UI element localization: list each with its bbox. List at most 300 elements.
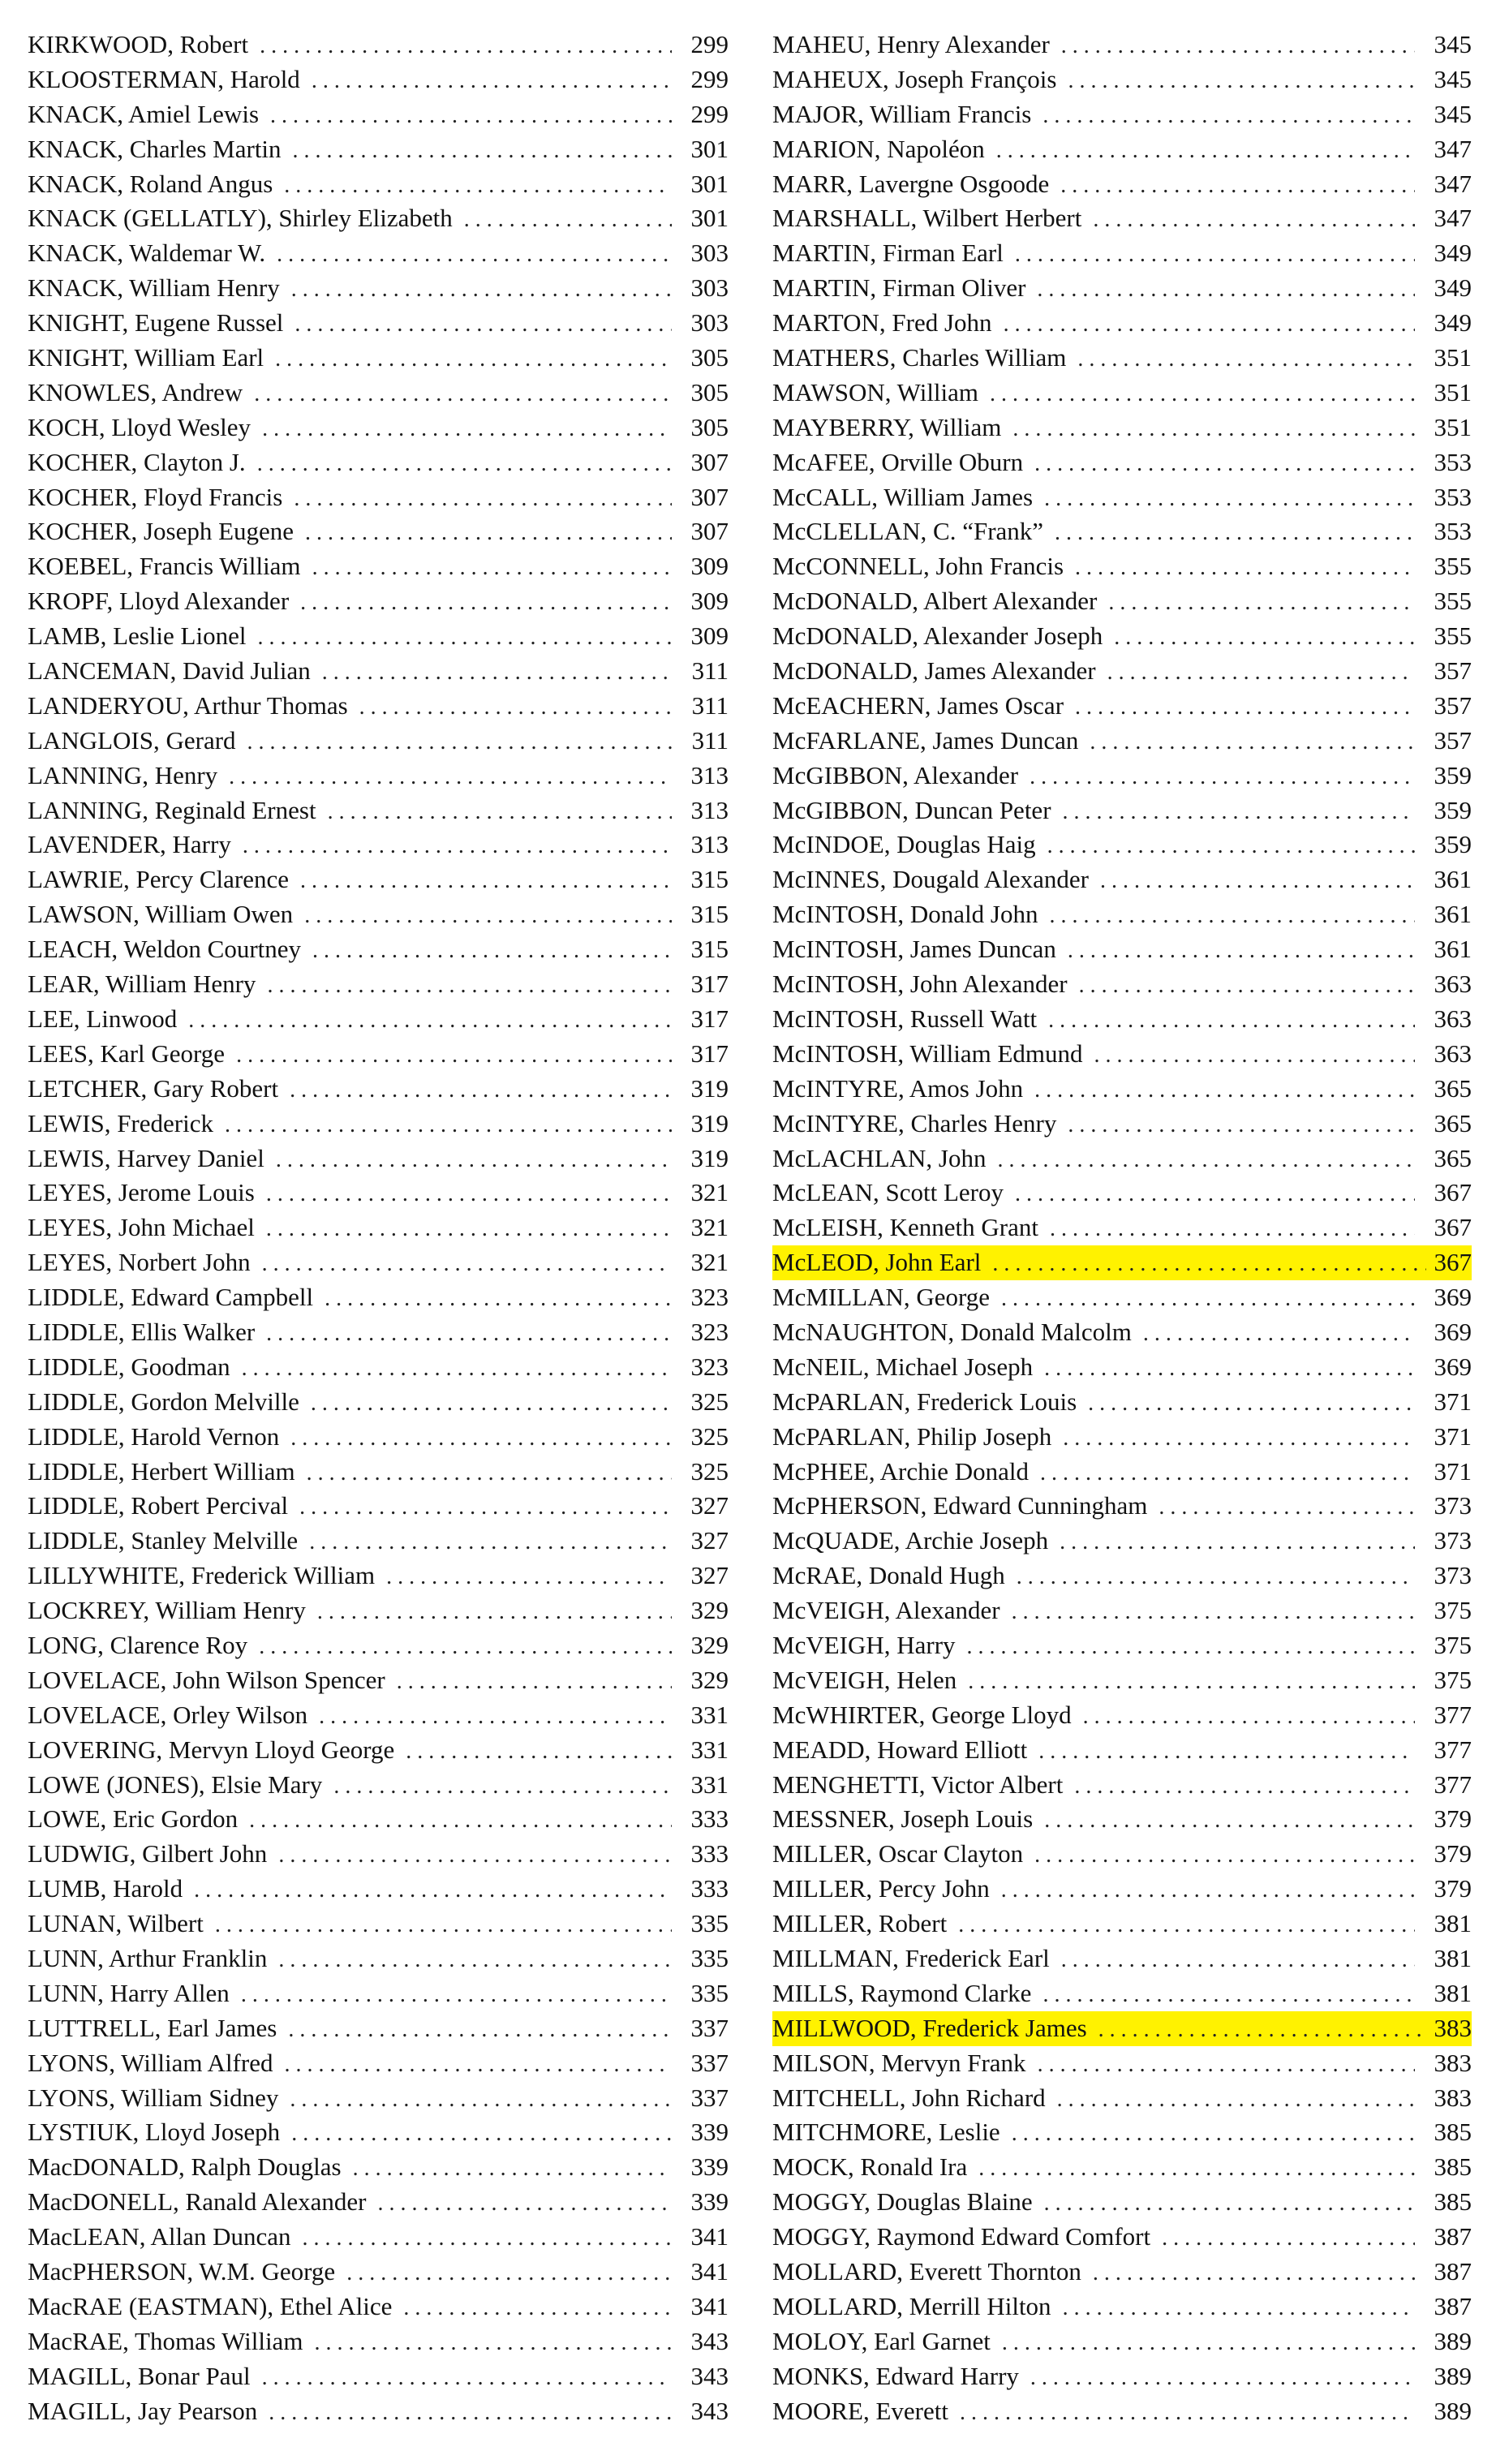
entry-name: LEAR, William Henry xyxy=(28,970,256,999)
entry-name: MacDONALD, Ralph Douglas xyxy=(28,2152,342,2182)
index-entry xyxy=(28,862,729,897)
dot-leader xyxy=(307,1455,672,1490)
entry-name: McWHIRTER, George Lloyd xyxy=(772,1700,1072,1729)
entry-page-number: 379 xyxy=(1434,1874,1472,1903)
entry-name: MENGHETTI, Victor Albert xyxy=(772,1770,1064,1799)
entry-page-number: 307 xyxy=(690,517,729,546)
entry-page-number: 353 xyxy=(1434,482,1472,511)
entry-page-number: 361 xyxy=(1434,865,1472,894)
entry-page-number: 341 xyxy=(690,2222,729,2251)
index-entry xyxy=(772,1524,1472,1559)
dot-leader xyxy=(992,1245,1426,1280)
entry-page-number: 335 xyxy=(690,1978,729,2007)
index-entry xyxy=(28,1280,729,1315)
index-entry xyxy=(28,480,729,515)
dot-leader xyxy=(277,236,672,271)
dot-leader xyxy=(266,1176,672,1210)
entry-name: McPHEE, Archie Donald xyxy=(772,1456,1029,1486)
index-entry xyxy=(772,1733,1472,1768)
dot-leader xyxy=(1030,759,1415,793)
entry-name: KNACK, William Henry xyxy=(28,273,280,303)
dot-leader xyxy=(960,2394,1415,2429)
index-entry xyxy=(772,1420,1472,1455)
index-entry xyxy=(772,1802,1472,1837)
entry-page-number: 305 xyxy=(690,412,729,441)
entry-page-number: 363 xyxy=(1434,1004,1472,1033)
dot-leader xyxy=(249,1802,672,1837)
index-entry xyxy=(28,376,729,411)
entry-page-number: 359 xyxy=(1434,760,1472,789)
index-entry xyxy=(28,167,729,202)
entry-name: LUNAN, Wilbert xyxy=(28,1909,204,1938)
entry-page-number: 321 xyxy=(690,1248,729,1277)
entry-page-number: 353 xyxy=(1434,447,1472,476)
entry-page-number: 327 xyxy=(690,1526,729,1555)
index-entry xyxy=(772,654,1472,689)
index-entry xyxy=(28,759,729,793)
entry-page-number: 351 xyxy=(1434,412,1472,441)
index-entry xyxy=(28,619,729,654)
entry-name: MITCHELL, John Richard xyxy=(772,2083,1046,2112)
index-entry xyxy=(28,724,729,759)
index-entry xyxy=(772,1107,1472,1142)
index-entry xyxy=(772,1976,1472,2011)
entry-page-number: 377 xyxy=(1434,1700,1472,1729)
dot-leader xyxy=(1047,828,1415,862)
entry-name: MAWSON, William xyxy=(772,377,979,406)
entry-page-number: 367 xyxy=(1434,1178,1472,1207)
entry-page-number: 325 xyxy=(690,1421,729,1451)
dot-leader xyxy=(319,1698,672,1733)
entry-name: KROPF, Lloyd Alexander xyxy=(28,587,290,616)
entry-name: MAHEU, Henry Alexander xyxy=(772,30,1050,58)
index-entry xyxy=(28,2290,729,2324)
index-entry xyxy=(772,132,1472,167)
index-entry xyxy=(28,306,729,341)
index-entry xyxy=(772,2046,1472,2081)
entry-page-number: 365 xyxy=(1434,1108,1472,1137)
entry-page-number: 363 xyxy=(1434,1038,1472,1068)
entry-page-number: 345 xyxy=(1434,64,1472,93)
dot-leader xyxy=(290,1420,672,1455)
entry-name: McLEISH, Kenneth Grant xyxy=(772,1213,1038,1242)
dot-leader xyxy=(1017,1559,1415,1593)
entry-name: LIDDLE, Robert Percival xyxy=(28,1491,289,1520)
entry-name: MacRAE (EASTMAN), Ethel Alice xyxy=(28,2291,393,2320)
entry-page-number: 317 xyxy=(690,1038,729,1068)
index-entry xyxy=(772,1837,1472,1872)
index-entry xyxy=(28,1210,729,1245)
dot-leader xyxy=(1094,1037,1415,1072)
entry-name: MAYBERRY, William xyxy=(772,412,1002,441)
entry-page-number: 369 xyxy=(1434,1283,1472,1312)
entry-page-number: 379 xyxy=(1434,1839,1472,1868)
entry-name: MARR, Lavergne Osgoode xyxy=(772,169,1050,198)
dot-leader xyxy=(1060,1524,1415,1559)
index-entry xyxy=(28,1802,729,1837)
entry-name: LUDWIG, Gilbert John xyxy=(28,1839,268,1868)
dot-leader xyxy=(1034,445,1415,480)
dot-leader xyxy=(304,897,672,932)
entry-name: LIDDLE, Ellis Walker xyxy=(28,1317,256,1346)
index-entry xyxy=(28,1559,729,1593)
entry-name: LUTTRELL, Earl James xyxy=(28,2013,277,2042)
dot-leader xyxy=(215,1907,672,1942)
entry-name: McVEIGH, Harry xyxy=(772,1630,956,1659)
entry-name: MARION, Napoléon xyxy=(772,134,985,163)
entry-page-number: 369 xyxy=(1434,1352,1472,1381)
entry-page-number: 383 xyxy=(1434,2048,1472,2077)
dot-leader xyxy=(403,2290,672,2324)
dot-leader xyxy=(1077,341,1415,376)
entry-name: McDONALD, Alexander Joseph xyxy=(772,621,1103,651)
index-entry xyxy=(772,2220,1472,2255)
entry-page-number: 325 xyxy=(690,1387,729,1416)
dot-leader xyxy=(247,724,672,759)
entry-name: MacLEAN, Allan Duncan xyxy=(28,2222,291,2251)
entry-name: McRAE, Donald Hugh xyxy=(772,1561,1005,1590)
entry-name: MILLER, Percy John xyxy=(772,1874,990,1903)
dot-leader xyxy=(346,2255,672,2290)
entry-name: LIDDLE, Edward Campbell xyxy=(28,1283,314,1312)
index-entry xyxy=(28,1907,729,1942)
entry-page-number: 375 xyxy=(1434,1596,1472,1625)
entry-name: LIDDLE, Herbert William xyxy=(28,1456,295,1486)
dot-leader xyxy=(1012,2115,1415,2150)
entry-name: McINNES, Dougald Alexander xyxy=(772,865,1089,894)
entry-name: LETCHER, Gary Robert xyxy=(28,1073,279,1103)
entry-name: KNACK, Waldemar W. xyxy=(28,239,266,268)
entry-name: KNACK, Amiel Lewis xyxy=(28,99,260,128)
index-entry xyxy=(772,2290,1472,2324)
entry-page-number: 309 xyxy=(690,587,729,616)
entry-name: MILLER, Oscar Clayton xyxy=(772,1839,1024,1868)
entry-page-number: 367 xyxy=(1434,1213,1472,1242)
dot-leader xyxy=(290,2081,672,2116)
index-entry xyxy=(28,2046,729,2081)
entry-page-number: 363 xyxy=(1434,970,1472,999)
entry-page-number: 387 xyxy=(1434,2291,1472,2320)
entry-page-number: 327 xyxy=(690,1561,729,1590)
entry-name: MOLLARD, Everett Thornton xyxy=(772,2257,1081,2286)
index-entry xyxy=(28,2359,729,2394)
entry-page-number: 345 xyxy=(1434,30,1472,58)
index-entry xyxy=(772,1559,1472,1593)
entry-name: LAMB, Leslie Lionel xyxy=(28,621,247,651)
dot-leader xyxy=(254,376,672,411)
index-entry xyxy=(28,1593,729,1628)
index-entry xyxy=(772,1698,1472,1733)
index-entry xyxy=(772,236,1472,271)
entry-page-number: 349 xyxy=(1434,273,1472,303)
index-entry xyxy=(28,967,729,1002)
index-entry xyxy=(28,28,729,62)
entry-page-number: 303 xyxy=(690,273,729,303)
entry-name: MARTON, Fred John xyxy=(772,308,992,338)
index-entry xyxy=(772,1942,1472,1976)
dot-leader xyxy=(317,1593,672,1628)
index-entry xyxy=(28,1072,729,1107)
entry-page-number: 357 xyxy=(1434,725,1472,755)
entry-name: LEES, Karl George xyxy=(28,1038,226,1068)
dot-leader xyxy=(257,445,672,480)
entry-name: McPHERSON, Edward Cunningham xyxy=(772,1491,1148,1520)
index-entry xyxy=(772,793,1472,828)
dot-leader xyxy=(1100,862,1415,897)
entry-name: LOVERING, Mervyn Lloyd George xyxy=(28,1735,395,1764)
dot-leader xyxy=(958,1907,1415,1942)
index-entry xyxy=(28,689,729,724)
entry-page-number: 311 xyxy=(691,656,729,686)
entry-page-number: 385 xyxy=(1434,2152,1472,2182)
dot-leader xyxy=(294,306,672,341)
dot-leader xyxy=(1001,1872,1415,1907)
dot-leader xyxy=(259,1628,672,1663)
index-entry xyxy=(772,2081,1472,2116)
index-entry xyxy=(28,1733,729,1768)
dot-leader xyxy=(236,1037,672,1072)
entry-name: MARSHALL, Wilbert Herbert xyxy=(772,204,1082,233)
dot-leader xyxy=(1034,1837,1415,1872)
dot-leader xyxy=(194,1872,672,1907)
entry-name: KOCHER, Clayton J. xyxy=(28,447,246,476)
index-entry xyxy=(772,376,1472,411)
index-entry xyxy=(28,445,729,480)
index-entry xyxy=(28,201,729,236)
entry-page-number: 341 xyxy=(690,2257,729,2286)
dot-leader xyxy=(322,654,672,689)
dot-leader xyxy=(1004,306,1415,341)
entry-page-number: 337 xyxy=(690,2048,729,2077)
dot-leader xyxy=(1143,1315,1415,1350)
entry-page-number: 349 xyxy=(1434,308,1472,338)
index-entry xyxy=(28,1768,729,1803)
entry-name: LIDDLE, Gordon Melville xyxy=(28,1387,299,1416)
entry-page-number: 379 xyxy=(1434,1804,1472,1834)
dot-leader xyxy=(242,1350,672,1385)
dot-leader xyxy=(1030,2359,1415,2394)
index-entry xyxy=(772,584,1472,619)
dot-leader xyxy=(262,1245,672,1280)
dot-leader xyxy=(397,1663,672,1698)
index-entry xyxy=(28,793,729,828)
dot-leader xyxy=(299,1489,672,1524)
index-entry xyxy=(772,897,1472,932)
entry-page-number: 315 xyxy=(690,900,729,929)
entry-name: KOCHER, Floyd Francis xyxy=(28,482,283,511)
entry-page-number: 323 xyxy=(690,1283,729,1312)
entry-name: MEADD, Howard Elliott xyxy=(772,1735,1028,1764)
dot-leader xyxy=(293,132,672,167)
dot-leader xyxy=(229,759,672,793)
index-entry xyxy=(28,271,729,306)
dot-leader xyxy=(1063,793,1415,828)
entry-name: KOEBEL, Francis William xyxy=(28,552,301,581)
entry-page-number: 329 xyxy=(690,1665,729,1694)
entry-page-number: 331 xyxy=(690,1735,729,1764)
dot-leader xyxy=(1044,1350,1415,1385)
index-column-left xyxy=(28,28,729,2428)
entry-page-number: 383 xyxy=(1434,2083,1472,2112)
dot-leader xyxy=(1055,514,1415,549)
dot-leader xyxy=(1061,1942,1415,1976)
index-entry xyxy=(28,1976,729,2011)
entry-name: LANNING, Henry xyxy=(28,760,218,789)
entry-page-number: 377 xyxy=(1434,1735,1472,1764)
index-entry xyxy=(28,97,729,132)
entry-name: LYONS, William Sidney xyxy=(28,2083,279,2112)
entry-page-number: 349 xyxy=(1434,239,1472,268)
entry-page-number: 385 xyxy=(1434,2118,1472,2147)
entry-name: MOCK, Ronald Ira xyxy=(772,2152,968,2182)
dot-leader xyxy=(1038,2046,1415,2081)
dot-leader xyxy=(1063,2290,1415,2324)
entry-page-number: 333 xyxy=(690,1804,729,1834)
entry-name: McCLELLAN, C. “Frank” xyxy=(772,517,1044,546)
entry-page-number: 367 xyxy=(1426,1245,1472,1280)
entry-page-number: 371 xyxy=(1434,1456,1472,1486)
entry-name: MILLMAN, Frederick Earl xyxy=(772,1943,1050,1972)
entry-name: McINTOSH, Donald John xyxy=(772,900,1038,929)
dot-leader xyxy=(262,411,672,445)
index-entry xyxy=(772,480,1472,515)
entry-page-number: 341 xyxy=(690,2291,729,2320)
entry-name: McNEIL, Michael Joseph xyxy=(772,1352,1034,1381)
entry-page-number: 357 xyxy=(1434,690,1472,720)
index-entry xyxy=(28,2220,729,2255)
entry-page-number: 321 xyxy=(690,1178,729,1207)
index-entry xyxy=(28,1315,729,1350)
dot-leader xyxy=(1038,1733,1415,1768)
index-entry xyxy=(28,1663,729,1698)
index-entry xyxy=(772,759,1472,793)
dot-leader xyxy=(309,1524,672,1559)
entry-page-number: 355 xyxy=(1434,621,1472,651)
dot-leader xyxy=(1042,1976,1415,2011)
entry-page-number: 373 xyxy=(1434,1561,1472,1590)
index-entry xyxy=(772,201,1472,236)
entry-name: LEE, Linwood xyxy=(28,1004,178,1033)
dot-leader xyxy=(1159,1489,1415,1524)
dot-leader xyxy=(266,1315,672,1350)
entry-name: MATHERS, Charles William xyxy=(772,343,1067,372)
index-entry xyxy=(772,828,1472,862)
entry-page-number: 339 xyxy=(690,2187,729,2217)
index-entry xyxy=(772,1142,1472,1176)
entry-page-number: 323 xyxy=(690,1352,729,1381)
dot-leader xyxy=(269,2394,672,2429)
dot-leader xyxy=(243,828,672,862)
entry-name: MAJOR, William Francis xyxy=(772,99,1032,128)
index-entry xyxy=(28,341,729,376)
dot-leader xyxy=(1107,654,1415,689)
entry-name: KLOOSTERMAN, Harold xyxy=(28,64,300,93)
dot-leader xyxy=(1079,967,1415,1002)
entry-page-number: 383 xyxy=(1426,2011,1472,2046)
dot-leader xyxy=(996,132,1415,167)
dot-leader xyxy=(305,514,672,549)
entry-name: LIDDLE, Goodman xyxy=(28,1352,230,1381)
index-entry xyxy=(28,1489,729,1524)
entry-name: MacDONELL, Ranald Alexander xyxy=(28,2187,367,2217)
entry-page-number: 309 xyxy=(690,552,729,581)
dot-leader xyxy=(284,2046,672,2081)
index-entry xyxy=(28,2081,729,2116)
entry-name: LAWRIE, Percy Clarence xyxy=(28,865,290,894)
index-entry xyxy=(772,1210,1472,1245)
dot-leader xyxy=(1015,1176,1415,1210)
index-entry xyxy=(28,1698,729,1733)
entry-name: KNACK, Charles Martin xyxy=(28,134,282,163)
entry-page-number: 343 xyxy=(690,2361,729,2390)
entry-page-number: 389 xyxy=(1434,2326,1472,2355)
dot-leader xyxy=(1044,2185,1415,2220)
index-entry xyxy=(28,549,729,584)
dot-leader xyxy=(328,793,672,828)
index-entry xyxy=(28,1455,729,1490)
entry-name: MOGGY, Douglas Blaine xyxy=(772,2187,1033,2217)
entry-name: McGIBBON, Alexander xyxy=(772,760,1019,789)
entry-name: LUMB, Harold xyxy=(28,1874,183,1903)
entry-page-number: 299 xyxy=(690,99,729,128)
dot-leader xyxy=(278,1942,672,1976)
dot-leader xyxy=(1090,724,1415,759)
entry-name: LUNN, Harry Allen xyxy=(28,1978,230,2007)
entry-page-number: 377 xyxy=(1434,1770,1472,1799)
dot-leader xyxy=(311,1385,672,1420)
entry-name: LEWIS, Harvey Daniel xyxy=(28,1143,264,1172)
index-entry xyxy=(28,411,729,445)
entry-name: LAWSON, William Owen xyxy=(28,900,294,929)
index-entry xyxy=(772,1455,1472,1490)
entry-name: LYONS, William Alfred xyxy=(28,2048,273,2077)
dot-leader xyxy=(1093,201,1415,236)
index-entry xyxy=(772,1628,1472,1663)
entry-name: McINTOSH, James Duncan xyxy=(772,935,1056,964)
dot-leader xyxy=(1001,1280,1415,1315)
dot-leader xyxy=(314,2324,672,2359)
entry-name: LEYES, Jerome Louis xyxy=(28,1178,255,1207)
entry-name: MacPHERSON, W.M. George xyxy=(28,2257,336,2286)
dot-leader xyxy=(300,584,672,619)
entry-name: MARTIN, Firman Oliver xyxy=(772,273,1026,303)
dot-leader xyxy=(968,1663,1415,1698)
index-entry xyxy=(772,2255,1472,2290)
entry-name: McLACHLAN, John xyxy=(772,1143,987,1172)
entry-name: KNACK (GELLATLY), Shirley Elizabeth xyxy=(28,204,453,233)
dot-leader xyxy=(257,619,672,654)
entry-name: LAVENDER, Harry xyxy=(28,830,231,859)
entry-page-number: 311 xyxy=(691,725,729,755)
dot-leader xyxy=(1050,1210,1415,1245)
entry-page-number: 365 xyxy=(1434,1143,1472,1172)
dot-leader xyxy=(1075,549,1415,584)
index-entry xyxy=(28,2394,729,2429)
entry-name: McINTYRE, Amos John xyxy=(772,1073,1024,1103)
dot-leader xyxy=(312,549,672,584)
entry-page-number: 355 xyxy=(1434,552,1472,581)
dot-leader xyxy=(1002,2324,1415,2359)
entry-page-number: 315 xyxy=(690,935,729,964)
entry-name: KNOWLES, Andrew xyxy=(28,377,243,406)
index-entry xyxy=(28,1385,729,1420)
dot-leader xyxy=(1034,1072,1415,1107)
index-entry xyxy=(28,2011,729,2046)
entry-page-number: 369 xyxy=(1434,1317,1472,1346)
dot-leader xyxy=(1088,1385,1415,1420)
index-entry xyxy=(772,1489,1472,1524)
entry-name: KOCHER, Joseph Eugene xyxy=(28,517,294,546)
